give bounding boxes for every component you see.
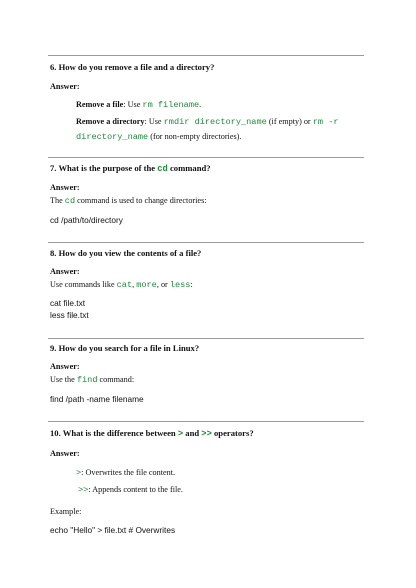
answer-item-append [78,484,183,496]
item-text: , or [156,280,170,289]
answer-item-remove-directory [76,116,339,128]
heading-text: 7. What is the purpose of the [50,163,158,173]
item-text: (for non-empty directories). [148,132,242,141]
heading-text: operators? [211,428,254,438]
inline-code: rmdir directory_name [163,117,267,127]
inline-code: rm filename [142,100,200,110]
question-10-heading [50,428,254,439]
answer-label: Answer: [50,183,80,192]
inline-code: > [177,429,184,439]
inline-code: directory_name [76,132,149,142]
item-text: . [199,100,202,109]
term-label: Remove a file [76,100,124,109]
answer-item-remove-directory-cont [76,131,241,143]
answer-label: Answer: [50,362,80,371]
inline-code: cd [64,196,76,206]
question-6-heading: 6. How do you remove a file and a directory? [50,62,215,72]
question-7-heading [50,163,211,174]
answer-label: Answer: [50,267,80,276]
item-text: (if empty) or [266,117,313,126]
item-text: Use commands like [50,280,117,289]
inline-code: more [136,280,157,290]
divider [48,242,364,243]
answer-item-overwrite [76,467,175,479]
answer-text [50,279,193,291]
answer-item-remove-file [76,99,201,111]
code-example: cat file.txt [50,298,86,308]
inline-code: >> [78,485,89,495]
item-text: Use the [50,375,77,384]
code-example: cd /path/to/directory [50,215,123,225]
answer-label: Answer: [50,82,80,91]
item-text: command is used to change directories: [75,196,207,205]
example-label: Example: [50,507,82,516]
answer-text [50,374,134,386]
divider [48,55,364,56]
inline-code: rm -r [312,117,339,127]
item-text: : Use [144,117,164,126]
item-text: , [132,280,137,289]
item-text: command: [97,375,135,384]
question-8-heading: 8. How do you view the contents of a file? [50,248,202,258]
inline-code: > [76,468,82,478]
divider [48,338,364,339]
code-example: find /path -name filename [50,394,144,404]
divider [48,157,364,158]
heading-text: 10. What is the difference between [50,428,178,438]
item-text: : Appends content to the file. [88,485,183,494]
heading-text: command? [167,163,211,173]
answer-label: Answer: [50,449,80,458]
divider [48,421,364,422]
item-text: The [50,196,65,205]
heading-text: and [183,428,202,438]
item-text: : [190,280,193,289]
item-text: : Overwrites the file content. [81,468,176,477]
inline-code: find [76,375,98,385]
code-example: less file.txt [50,310,89,320]
answer-text [50,195,207,207]
inline-code: cat [116,280,133,290]
term-label: Remove a directory [76,117,145,126]
inline-code: cd [157,164,168,174]
item-text: : Use [123,100,143,109]
inline-code: less [169,280,191,290]
code-example: echo "Hello" > file.txt # Overwrites [50,525,176,535]
inline-code: >> [201,429,212,439]
question-9-heading: 9. How do you search for a file in Linux? [50,343,200,353]
